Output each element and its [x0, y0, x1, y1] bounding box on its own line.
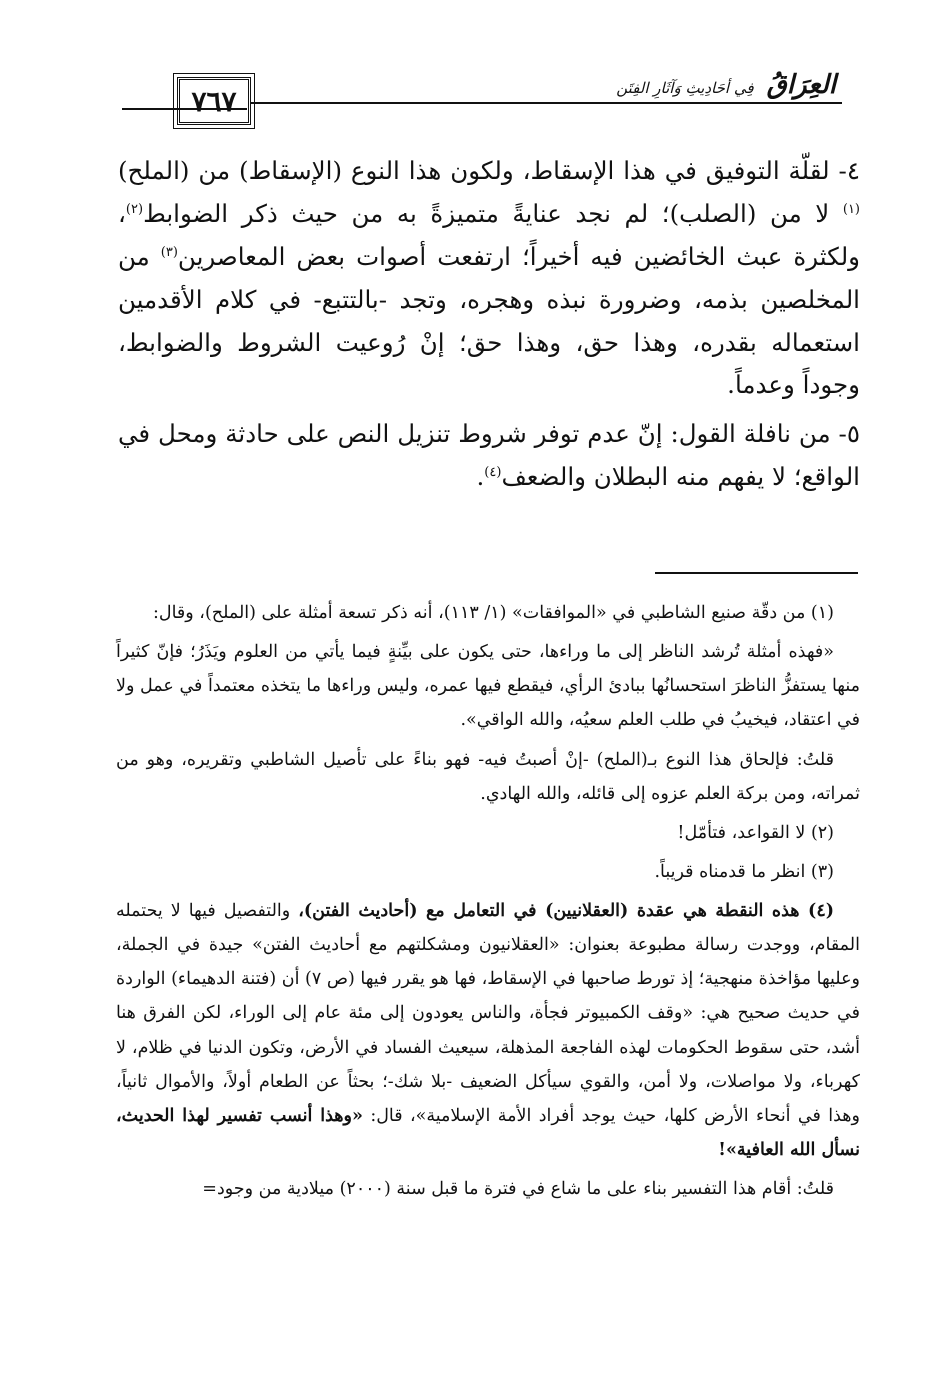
- footnote-1-quote: «فهذه أمثلة تُرشد الناظر إلى ما وراءها، حتى يكون على بيِّنةٍ فيما يأتي من العلوم ويَذَرُ؛ فإنّ كثيراً منها يستفزُّ الناظرَ استحسانُها ببادئ الرأي، فيقطع فيها عمره، وليس وراءها ما يتخذه معتمداً في عمل ولا في اعتقاد، فيخيبُ في طلب العلم سعيُه، والله الواقي».: [116, 642, 860, 731]
- footnote-1-comment: قلتُ: فإلحاق هذا النوع بـ(الملح) -إنْ أصبتُ فيه- فهو بناءً على تأصيل الشاطبي وتقريره، وهو من ثمراته، ومن بركة العلم عزوه إلى قائله، والله الهادي.: [116, 749, 860, 804]
- page-number: ٧٦٧: [177, 77, 251, 125]
- footnote-separator: [655, 572, 858, 574]
- book-title-main: العِرَاقُ: [766, 70, 836, 100]
- footnote-2: (٢) لا القواعد، فتأمّل!: [677, 822, 834, 843]
- book-title: [610, 70, 842, 100]
- footnote-4-end: «وهذا أنسب تفسير لهذا الحديث، نسأل الله العافية»!: [116, 1105, 860, 1160]
- footnote-4-lead: (٤) هذه النقطة هي عقدة (العقلانيين) في التعامل مع (أحاديث الفتن)،: [298, 901, 835, 921]
- footnote-4-continuation: قلتُ: أقام هذا التفسير بناء على ما شاع في فترة ما قبل سنة (٢٠٠٠) ميلادية من وجود=: [202, 1179, 834, 1199]
- footnote-ref-3[interactable]: (٣): [160, 244, 178, 260]
- footnote-4-body: والتفصيل فيها لا يحتمله المقام، ووجدت رسالة مطبوعة بعنوان: «العقلانيون ومشكلتهم مع أحاديث الفتن» جيدة في الجملة، وعليها مؤاخذة منهجية؛ إذ تورط صاحبها في الإسقاط، فها هو يقرر فيها (ص ٧) أن (فتنة الدهيماء) الواردة في حديث صحيح هي: «وقف الكمبيوتر فجأة، والناس يعودون إلى مئة عام إلى الوراء، لكن الفرق هنا أشد، حتى سقوط الحكومات لهذه الفاجعة المذهلة، سيعيث الفساد في الأرض، وتكون الدنيا في ظلام، لا كهرباء، ولا مواصلات، ولا أمن، والقوي سيأكل الضعيف -بلا شك-؛ بحثاً عن الطعام أولاً، والأموال ثانياً، وهذا في أنحاء الأرض كلها، حيث يوجد أفراد الأمة الإسلامية»، قال:: [116, 901, 860, 1126]
- footnotes: [116, 596, 860, 1211]
- page-header: [122, 62, 842, 132]
- paragraph-5: ٥- من نافلة القول: إنّ عدم توفر شروط تنزيل النص على حادثة ومحل في الواقع؛ لا يفهم منه البطلان والضعف$^{(٤)}$.: [118, 419, 860, 492]
- header-rule-right: [250, 102, 842, 104]
- main-text: [118, 150, 860, 505]
- book-title-sub: فِي أحَادِيثِ وَآثَارِ الفِتَن: [616, 79, 754, 97]
- footnote-3: (٣) انظر ما قدمناه قريباً.: [654, 861, 834, 882]
- footnote-1-intro: (١) من دقّة صنيع الشاطبي في «الموافقات» (١/ ١١٣)، أنه ذكر تسعة أمثلة على (الملح)، وقال:: [152, 603, 834, 623]
- footnote-ref-1[interactable]: (١): [842, 201, 860, 217]
- footnote-ref-4[interactable]: (٤): [484, 464, 502, 480]
- footnote-4: [116, 894, 860, 1167]
- footnote-ref-2[interactable]: (٢): [125, 201, 144, 217]
- paragraph-4: ٤- لقلّة التوفيق في هذا الإسقاط، ولكون هذا النوع (الإسقاط) من (الملح)$^{(١)}$ لا من (الصلب)؛ لم نجد عنايةً متميزةً به من حيث ذكر الضوابط$^{(٢)}$، ولكثرة عبث الخائضين فيه أخيراً؛ ارتفعت أصوات بعض المعاصرين$^{(٣)}$ من المخلصين بذمه، وضرورة نبذه وهجره، وتجد -بالتتبع- في كلام الأقدمين استعماله بقدره، وهذا حق، وهذا حق؛ إنْ رُوعيت الشروط والضوابط، وجوداً وعدماً.: [118, 156, 860, 400]
